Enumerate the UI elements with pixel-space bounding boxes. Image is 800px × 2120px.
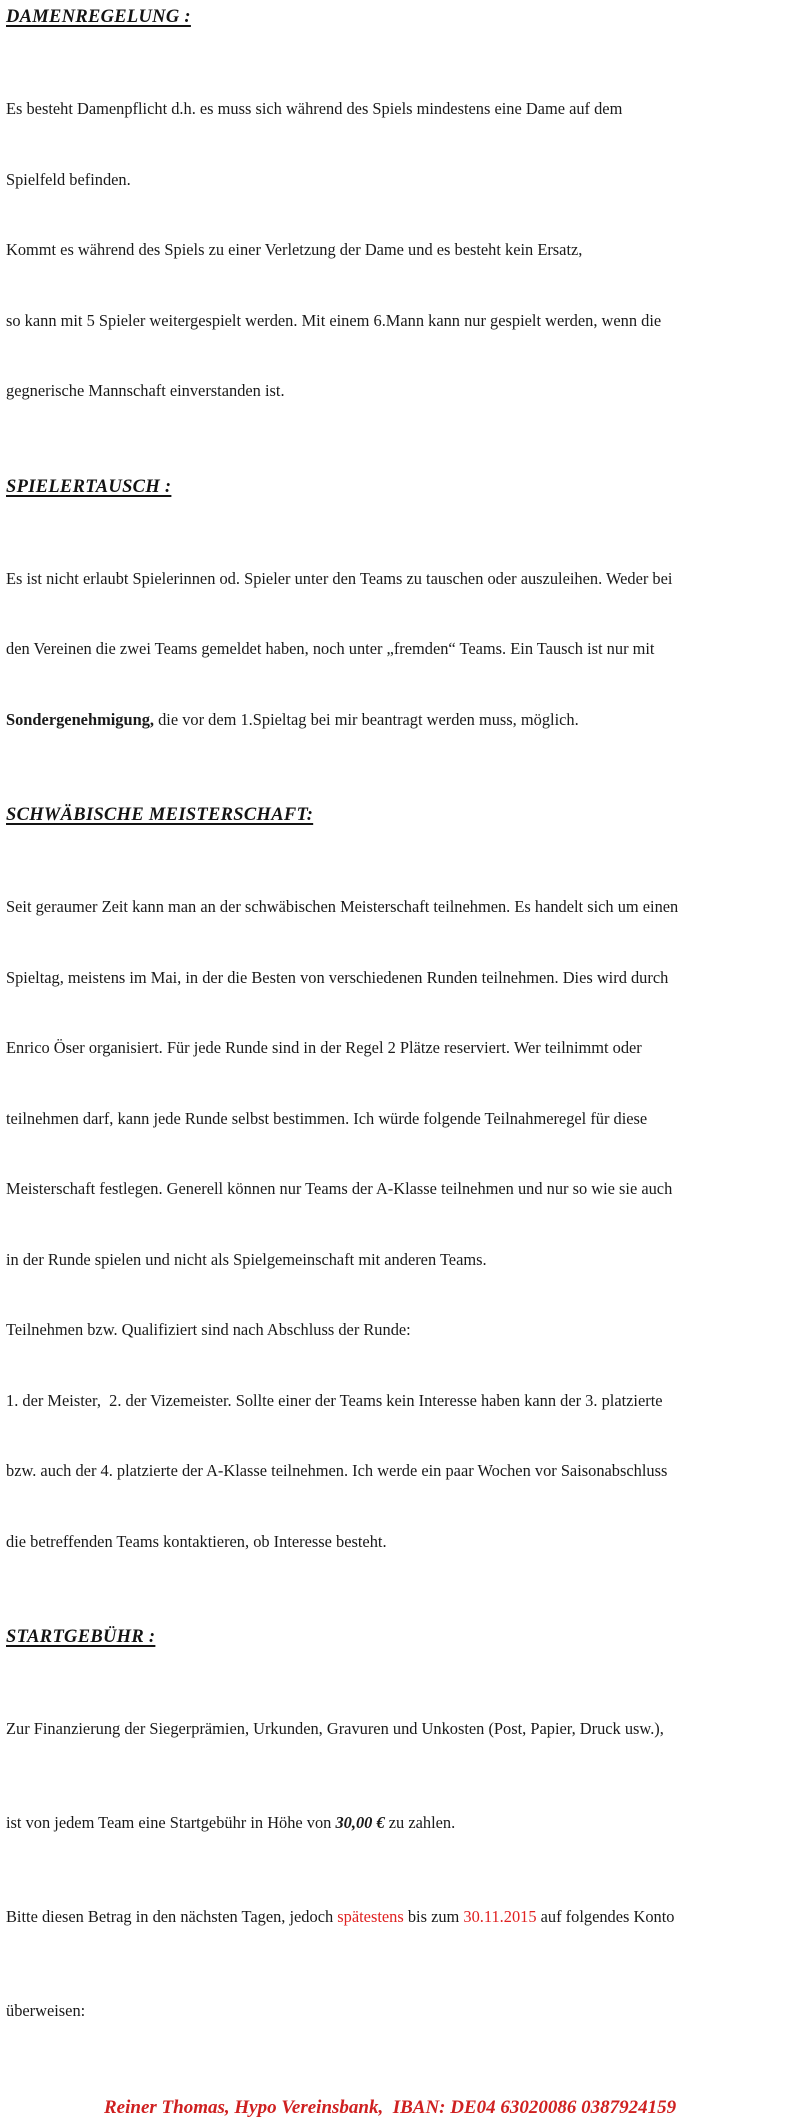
paragraph-spielertausch (6, 520, 794, 779)
text-line: Seit geraumer Zeit kann man an der schwäbischen Meisterschaft teilnehmen. Es handelt sich um einen (6, 897, 679, 916)
section-schwaebische-meisterschaft-heading-row (6, 804, 794, 826)
text-line-emphasis (6, 708, 794, 732)
spacer (6, 1648, 794, 1670)
fee-text-after: zu zahlen. (384, 1813, 456, 1832)
text-line: überweisen: (6, 2001, 86, 2020)
section-spielertausch-heading-row (6, 476, 794, 498)
heading-damenregelung: DAMENREGELUNG : (6, 7, 191, 27)
text-line: teilnehmen darf, kann jede Runde selbst bestimmen. Ich würde folgende Teilnahmeregel für diese (6, 1108, 648, 1128)
text-line: den Vereinen die zwei Teams gemeldet haben, noch unter „fremden“ Teams. Ein Tausch ist nur mit (6, 639, 655, 658)
deadline-emphasis-spaetestens: spätestens (337, 1907, 404, 1926)
text-line: 1. der Meister, 2. der Vizemeister. Sollte einer der Teams kein Interesse haben kann der 3. platzierte (6, 1390, 663, 1410)
paragraph-schwaebische-meisterschaft (6, 848, 794, 1600)
text-line: Kommt es während des Spiels zu einer Verletzung der Dame und es besteht kein Ersatz, (6, 240, 583, 259)
deadline-date: 30.11.2015 (463, 1907, 537, 1926)
text-line: bzw. auch der 4. platzierte der A-Klasse teilnehmen. Ich werde ein paar Wochen vor Saisonabschluss (6, 1461, 668, 1480)
heading-schwaebische-meisterschaft: SCHWÄBISCHE MEISTERSCHAFT: (6, 805, 314, 825)
emphasis-sondergenehmigung: Sondergenehmigung, (6, 709, 154, 729)
text-line: Es ist nicht erlaubt Spielerinnen od. Spieler unter den Teams zu tauschen oder auszuleihen. Weder bei (6, 568, 673, 588)
text-line: so kann mit 5 Spieler weitergespielt werden. Mit einem 6.Mann kann nur gespielt werden, wenn die (6, 310, 662, 330)
spacer (6, 450, 794, 476)
spacer (6, 778, 794, 804)
text-line: in der Runde spielen und nicht als Spielgemeinschaft mit anderen Teams. (6, 1249, 487, 1269)
text-line: Spieltag, meistens im Mai, in der die Besten von verschiedenen Runden teilnehmen. Dies wird durch (6, 967, 669, 987)
section-startgebuehr-heading-row (6, 1626, 794, 1648)
spacer (6, 826, 794, 848)
heading-startgebuehr: STARTGEBÜHR : (6, 1627, 156, 1647)
text-line: Enrico Öser organisiert. Für jede Runde sind in der Regel 2 Plätze reserviert. Wer teilnimmt oder (6, 1038, 642, 1057)
deadline-text-1: Bitte diesen Betrag in den nächsten Tagen, jedoch (6, 1907, 338, 1926)
spacer (6, 1600, 794, 1626)
deadline-text-2: bis zum (403, 1907, 464, 1926)
text-line-deadline (6, 1905, 794, 1929)
text-line: Teilnehmen bzw. Qualifiziert sind nach Abschluss der Runde: (6, 1320, 411, 1339)
text-line: Meisterschaft festlegen. Generell können nur Teams der A-Klasse teilnehmen und nur so wie sie auch (6, 1179, 673, 1198)
heading-spielertausch: SPIELERTAUSCH : (6, 476, 172, 497)
fee-text-before: ist von jedem Team eine Startgebühr in Höhe von (6, 1813, 336, 1832)
paragraph-damenregelung (6, 50, 794, 450)
spacer (6, 2070, 794, 2096)
text-line: Es besteht Damenpflicht d.h. es muss sich während des Spiels mindestens eine Dame auf dem (6, 99, 623, 118)
paragraph-startgebuehr (6, 1670, 794, 2070)
deadline-text-3: auf folgendes Konto (536, 1907, 675, 1926)
text-line: Zur Finanzierung der Siegerprämien, Urkunden, Gravuren und Unkosten (Post, Papier, Druck usw.), (6, 1719, 664, 1738)
spacer (6, 28, 794, 50)
bank-details-line: Reiner Thomas, Hypo Vereinsbank, IBAN: DE04 63020086 0387924159 (104, 2096, 677, 2118)
text-line-fee (6, 1811, 794, 1835)
text-line: die betreffenden Teams kontaktieren, ob Interesse besteht. (6, 1531, 387, 1551)
spacer (6, 498, 794, 520)
text-line: gegnerische Mannschaft einverstanden ist. (6, 381, 285, 400)
emphasis-rest: die vor dem 1.Spieltag bei mir beantragt werden muss, möglich. (154, 709, 579, 729)
section-damenregelung-heading-row (6, 6, 794, 28)
fee-amount: 30,00 € (335, 1813, 385, 1832)
text-line: Spielfeld befinden. (6, 169, 131, 189)
